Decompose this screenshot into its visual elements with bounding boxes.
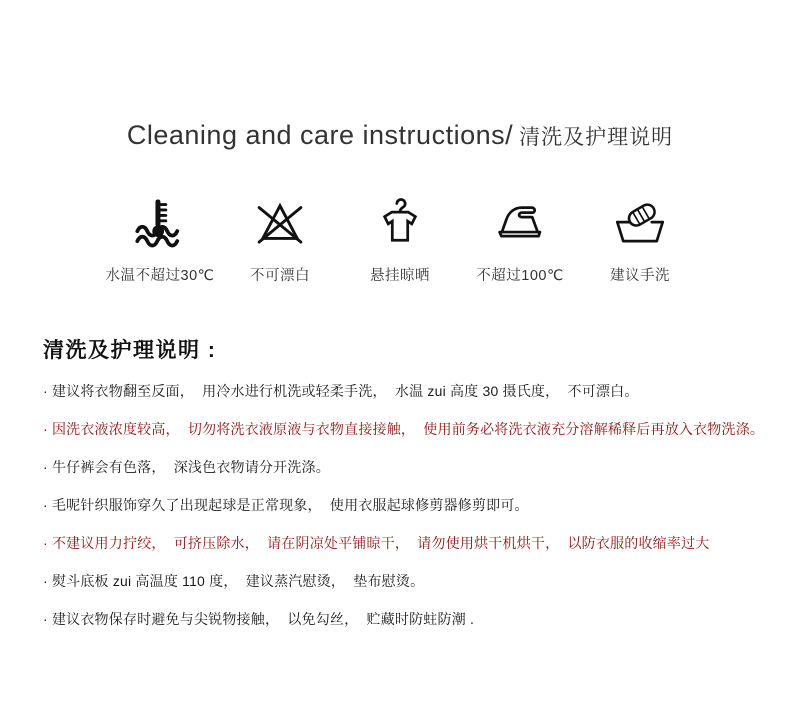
instruction-item: · 建议将衣物翻至反面， 用冷水进行机洗或轻柔手洗， 水温 zui 高度 30 摄氏度， 不可漂白。 — [43, 383, 639, 399]
instruction-item: · 不建议用力拧绞， 可挤压除水， 请在阴凉处平铺晾干， 请勿使用烘干机烘干， 以防衣服的收缩率过大 — [43, 535, 710, 551]
care-symbol-label: 不超过100℃ — [476, 268, 564, 284]
page-title-chinese: 清洗及护理说明 — [519, 126, 674, 149]
care-symbol-hang-dry — [340, 192, 460, 285]
water-temperature-30-icon — [100, 192, 220, 254]
care-symbol-hand-wash — [580, 192, 700, 285]
page-title — [0, 120, 800, 151]
care-symbol-label: 不可漂白 — [250, 268, 310, 284]
hand-wash-icon — [580, 192, 700, 254]
care-symbols-row — [100, 192, 700, 285]
instruction-item: · 毛呢针织服饰穿久了出现起球是正常现象， 使用衣服起球修剪器修剪即可。 — [43, 497, 529, 513]
iron-max-100-icon — [460, 192, 580, 254]
instruction-item: · 因洗衣液浓度较高， 切勿将洗衣液原液与衣物直接接触， 使用前务必将洗衣液充分溶解稀释后再放入衣物洗涤。 — [43, 421, 765, 437]
page-title-english: Cleaning and care instructions/ — [126, 120, 514, 150]
care-symbol-label: 水温不超过30℃ — [105, 268, 215, 284]
hang-dry-icon — [340, 192, 460, 254]
no-bleach-icon — [220, 192, 340, 254]
instructions-heading: 清洗及护理说明 : — [43, 339, 217, 362]
care-symbol-iron — [460, 192, 580, 285]
care-symbol-water-temperature — [100, 192, 220, 285]
care-symbol-no-bleach — [220, 192, 340, 285]
instruction-item: · 建议衣物保存时避免与尖锐物接触， 以免勾丝， 贮藏时防蛀防潮 . — [43, 611, 475, 627]
instruction-item: · 牛仔裤会有色落， 深浅色衣物请分开洗涤。 — [43, 459, 330, 475]
instructions-section — [43, 334, 774, 650]
instruction-item: · 熨斗底板 zui 高温度 110 度， 建议蒸汽慰烫， 垫布慰烫。 — [43, 573, 425, 589]
care-symbol-label: 建议手洗 — [610, 268, 670, 284]
care-symbol-label: 悬挂晾晒 — [370, 268, 430, 284]
